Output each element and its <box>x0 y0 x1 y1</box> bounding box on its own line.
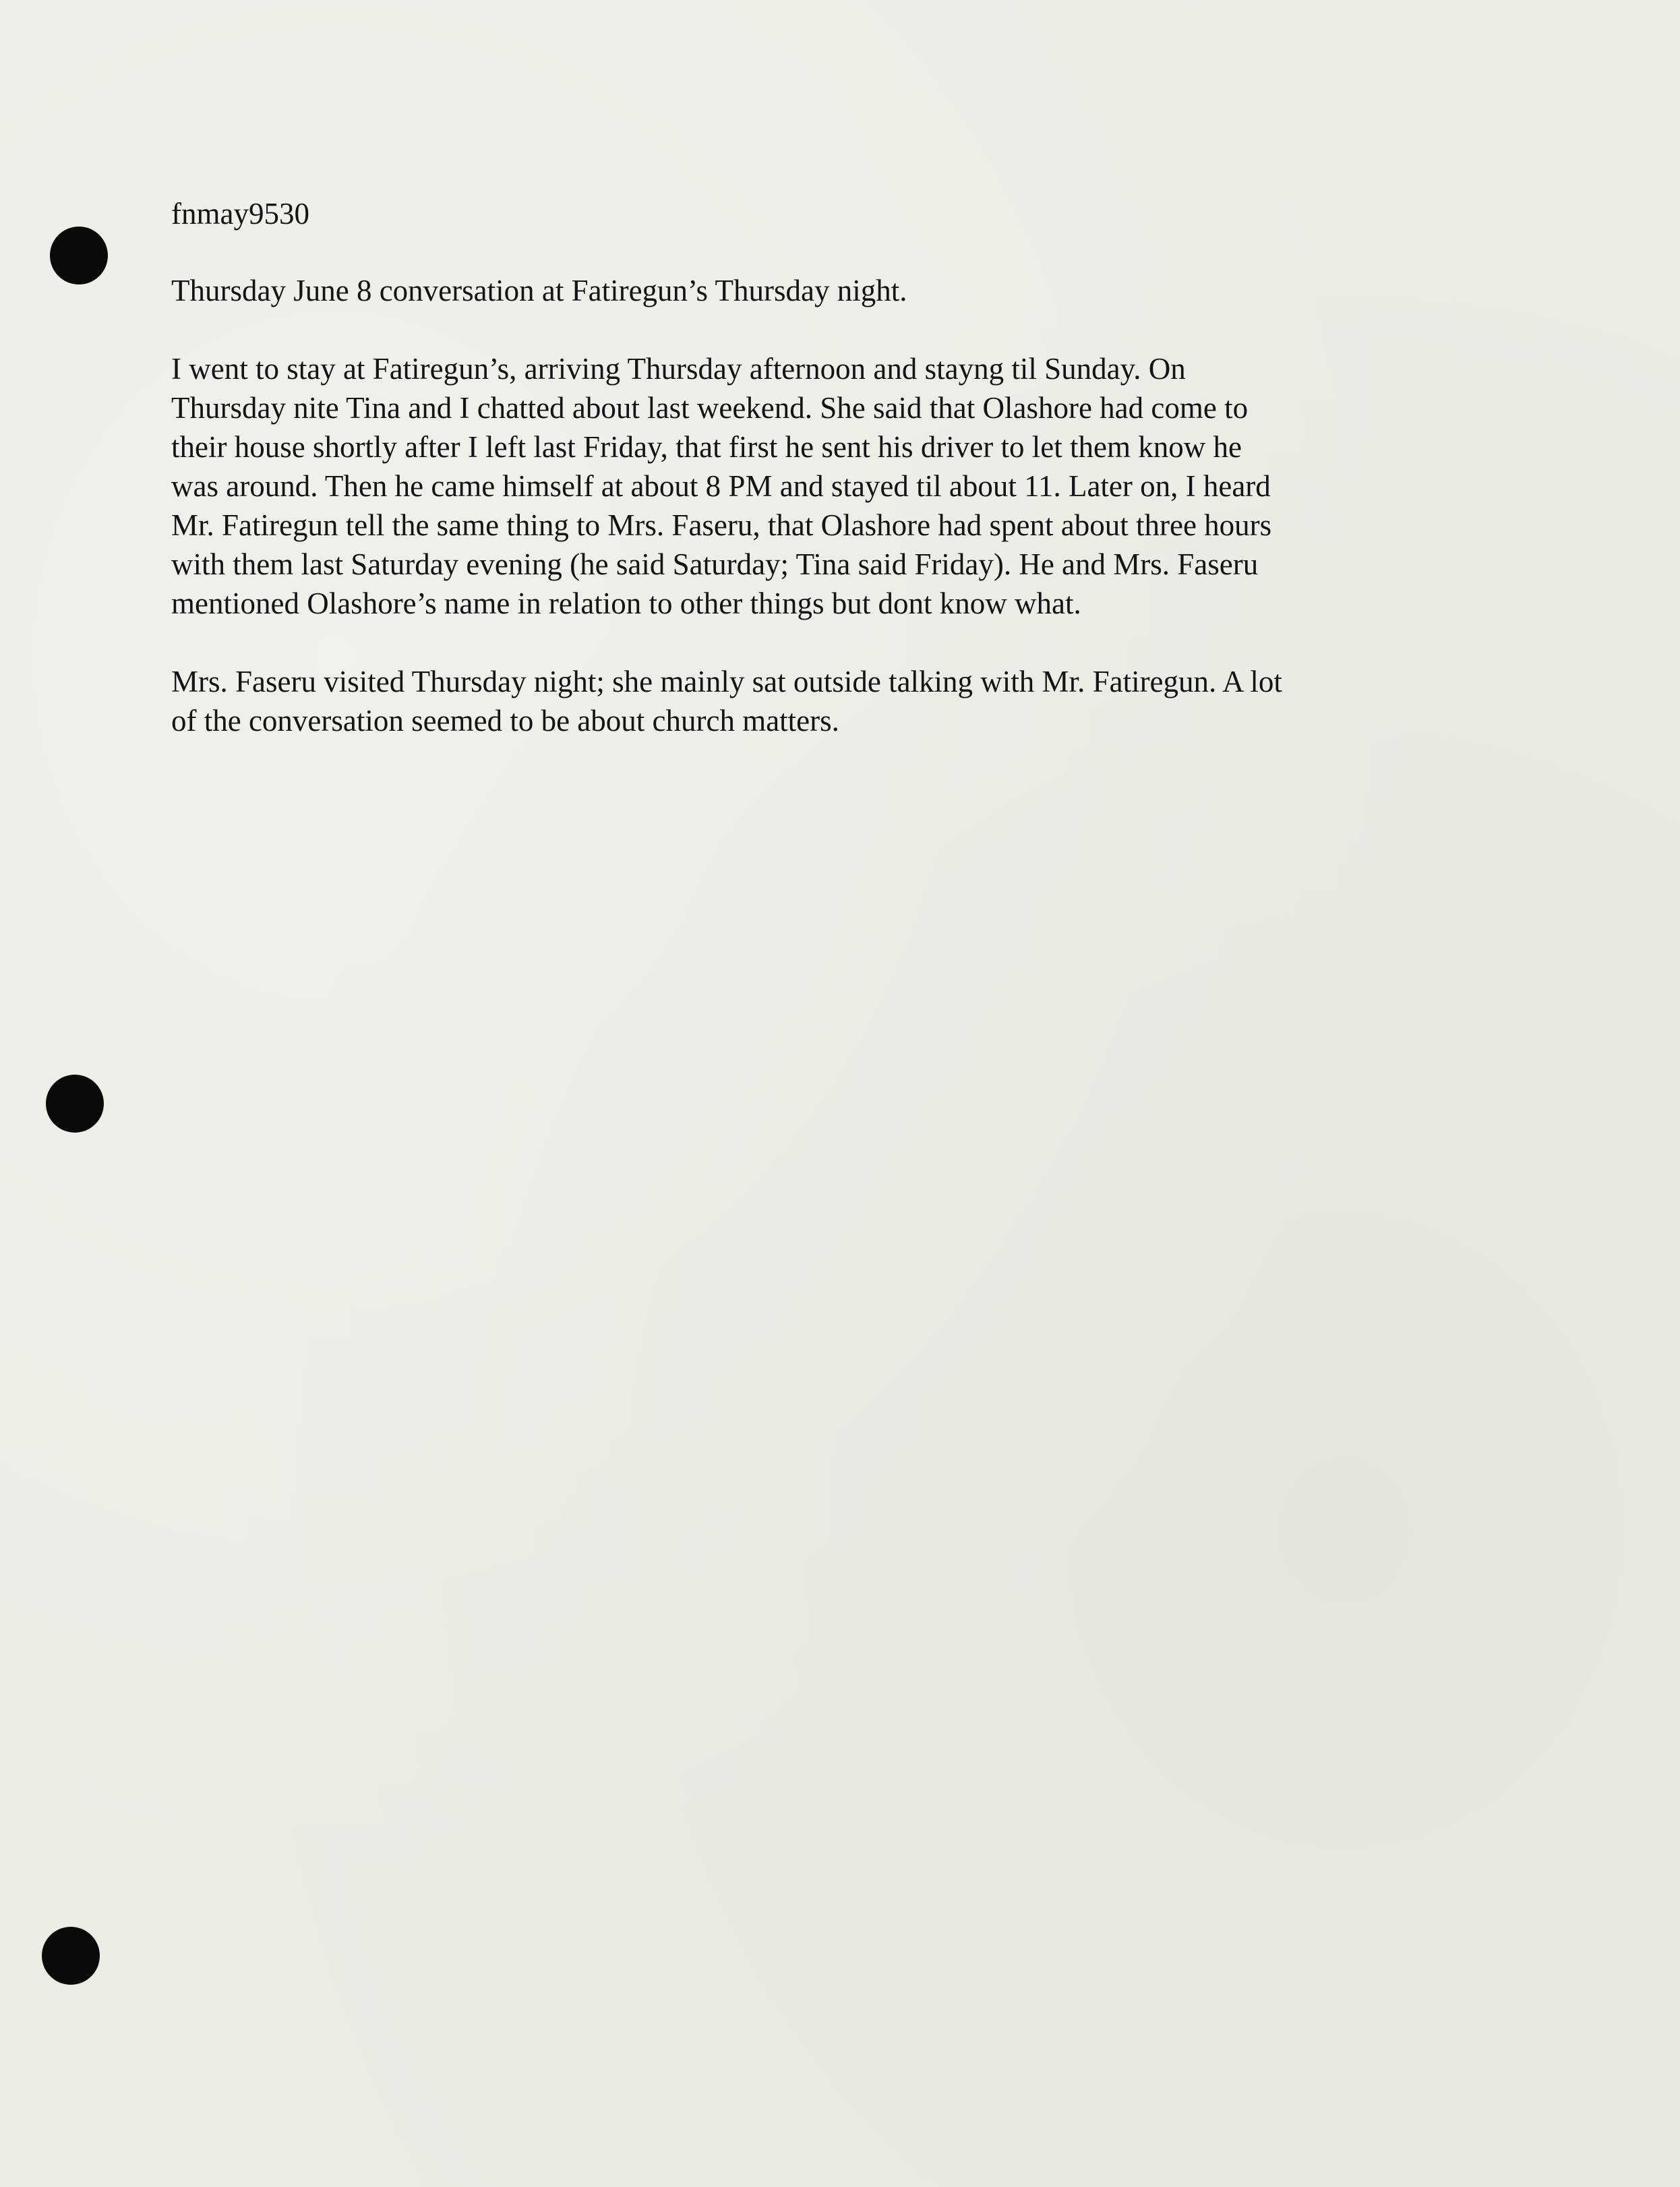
paragraph-line: was around. Then he came himself at about 8 PM and stayed til about 11. Later on, I heard <box>171 469 1271 503</box>
paragraph-line: mentioned Olashore’s name in relation to other things but dont know what. <box>171 587 1081 620</box>
paragraph-line: of the conversation seemed to be about church matters. <box>171 704 839 738</box>
punch-hole-top <box>50 227 108 284</box>
paragraph-line: with them last Saturday evening (he said Saturday; Tina said Friday). He and Mrs. Faseru <box>171 547 1259 581</box>
document-id: fnmay9530 <box>171 197 309 231</box>
paragraph-line: Mrs. Faseru visited Thursday night; she mainly sat outside talking with Mr. Fatiregun. A lot <box>171 665 1282 698</box>
paragraph-line: their house shortly after I left last Friday, that first he sent his driver to let them know he <box>171 430 1242 464</box>
punch-hole-bottom <box>42 1927 100 1985</box>
paragraph-2 <box>171 662 1520 740</box>
punch-hole-middle <box>46 1075 104 1133</box>
paragraph-line: Mr. Fatiregun tell the same thing to Mrs. Faseru, that Olashore had spent about three hours <box>171 508 1272 542</box>
paragraph-line: I went to stay at Fatiregun’s, arriving Thursday afternoon and stayng til Sunday. On <box>171 352 1186 386</box>
document-body <box>171 194 1520 779</box>
paragraph-line: Thursday nite Tina and I chatted about last weekend. She said that Olashore had come to <box>171 391 1249 425</box>
paragraph-1 <box>171 349 1520 623</box>
document-heading: Thursday June 8 conversation at Fatiregun’s Thursday night. <box>171 274 907 307</box>
